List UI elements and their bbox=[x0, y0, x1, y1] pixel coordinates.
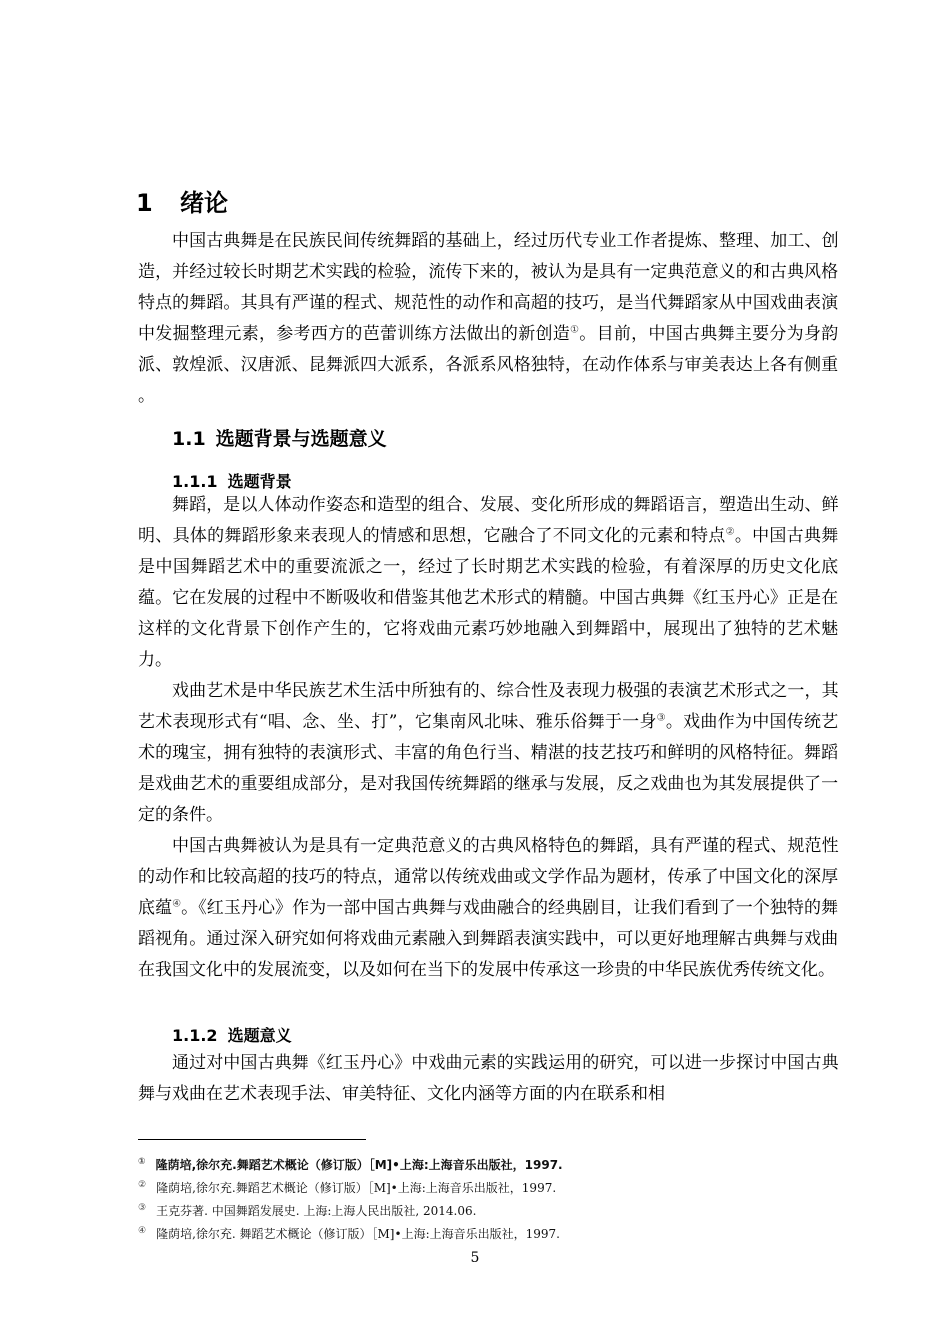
subsection-number: 1.1.1 bbox=[172, 472, 218, 491]
background-paragraph-2: 戏曲艺术是中华民族艺术生活中所独有的、综合性及表现力极强的表演艺术形式之一，其艺术表现形式有“唱、念、坐、打”，它集南风北味、雅乐俗舞于一身③。戏曲作为中国传统艺术的瑰宝，拥有独特的表演形式、丰富的角色行当、精湛的技艺技巧和鲜明的风格特征。舞蹈是戏曲艺术的重要组成部分，是对我国传统舞蹈的继承与发展，反之戏曲也为其发展提供了一定的条件。 bbox=[138, 681, 839, 825]
chapter-number: 1 bbox=[136, 189, 153, 217]
section-title: 选题背景与选题意义 bbox=[215, 428, 387, 450]
chapter-title: 绪论 bbox=[180, 189, 228, 217]
subsection-heading-significance bbox=[172, 1023, 292, 1049]
footnotes bbox=[138, 1152, 838, 1244]
significance-paragraphs bbox=[138, 1048, 838, 1110]
chapter-heading bbox=[136, 185, 228, 221]
footnote-mark: ③ bbox=[138, 1203, 147, 1213]
background-paragraph-3: 中国古典舞被认为是具有一定典范意义的古典风格特色的舞蹈，具有严谨的程式、规范性的动作和比较高超的技巧的特点，通常以传统戏曲或文学作品为题材，传承了中国文化的深厚底蕴④。《红玉丹心》作为一部中国古典舞与戏曲融合的经典剧目，让我们看到了一个独特的舞蹈视角。通过深入研究如何将戏曲元素融入到舞蹈表演实践中，可以更好地理解古典舞与戏曲在我国文化中的发展流变，以及如何在当下的发展中传承这一珍贵的中华民族优秀传统文化。 bbox=[138, 836, 839, 980]
significance-paragraph-1: 通过对中国古典舞《红玉丹心》中戏曲元素的实践运用的研究，可以进一步探讨中国古典舞与戏曲在艺术表现手法、审美特征、文化内涵等方面的内在联系和相 bbox=[138, 1053, 839, 1104]
footnote-item bbox=[138, 1221, 838, 1244]
intro-paragraph-block bbox=[138, 226, 838, 412]
subsection-title: 选题背景 bbox=[227, 472, 292, 491]
footnote-reference: ① bbox=[570, 324, 580, 336]
footnote-mark: ① bbox=[138, 1157, 146, 1167]
intro-paragraph: 中国古典舞是在民族民间传统舞蹈的基础上，经过历代专业工作者提炼、整理、加工、创造，并经过较长时期艺术实践的检验，流传下来的，被认为是具有一定典范意义的和古典风格特点的舞蹈。其具有严谨的程式、规范性的动作和高超的技巧，是当代舞蹈家从中国戏曲表演中发掘整理元素，参考西方的芭蕾训练方法做出的新创造①。目前，中国古典舞主要分为身韵派、敦煌派、汉唐派、昆舞派四大派系，各派系风格独特，在动作体系与审美表达上各有侧重 。 bbox=[138, 231, 839, 406]
footnote-text: 隆荫培,徐尔充.舞蹈艺术概论（修订版）［M]•上海:上海音乐出版社，1997. bbox=[156, 1181, 557, 1195]
footnote-reference: ④ bbox=[172, 898, 182, 910]
footnote-divider bbox=[138, 1139, 366, 1140]
background-paragraphs bbox=[138, 490, 838, 986]
footnote-text: 隆荫培,徐尔充.舞蹈艺术概论（修订版）［M]•上海:上海音乐出版社，1997. bbox=[155, 1158, 563, 1172]
footnote-mark: ② bbox=[138, 1180, 147, 1190]
footnote-text: 隆荫培,徐尔充. 舞蹈艺术概论（修订版）［M]•上海:上海音乐出版社，1997. bbox=[156, 1227, 560, 1241]
footnote-item bbox=[138, 1152, 838, 1175]
footnote-reference: ② bbox=[725, 526, 735, 538]
footnote-item bbox=[138, 1175, 838, 1198]
page-number: 5 bbox=[470, 1250, 480, 1266]
footnote-text: 王克芬著. 中国舞蹈发展史. 上海:上海人民出版社, 2014.06. bbox=[156, 1204, 477, 1218]
section-number: 1.1 bbox=[172, 428, 206, 450]
background-paragraph-1: 舞蹈，是以人体动作姿态和造型的组合、发展、变化所形成的舞蹈语言，塑造出生动、鲜明、具体的舞蹈形象来表现人的情感和思想，它融合了不同文化的元素和特点②。中国古典舞是中国舞蹈艺术中的重要流派之一，经过了长时期艺术实践的检验，有着深厚的历史文化底蕴。它在发展的过程中不断吸收和借鉴其他艺术形式的精髓。中国古典舞《红玉丹心》正是在这样的文化背景下创作产生的，它将戏曲元素巧妙地融入到舞蹈中，展现出了独特的艺术魅力。 bbox=[138, 495, 839, 670]
subsection-title: 选题意义 bbox=[227, 1026, 292, 1045]
footnote-mark: ④ bbox=[138, 1226, 147, 1236]
subsection-number: 1.1.2 bbox=[172, 1026, 218, 1045]
footnote-item bbox=[138, 1198, 838, 1221]
footnote-reference: ③ bbox=[656, 712, 666, 724]
section-heading bbox=[172, 424, 387, 454]
